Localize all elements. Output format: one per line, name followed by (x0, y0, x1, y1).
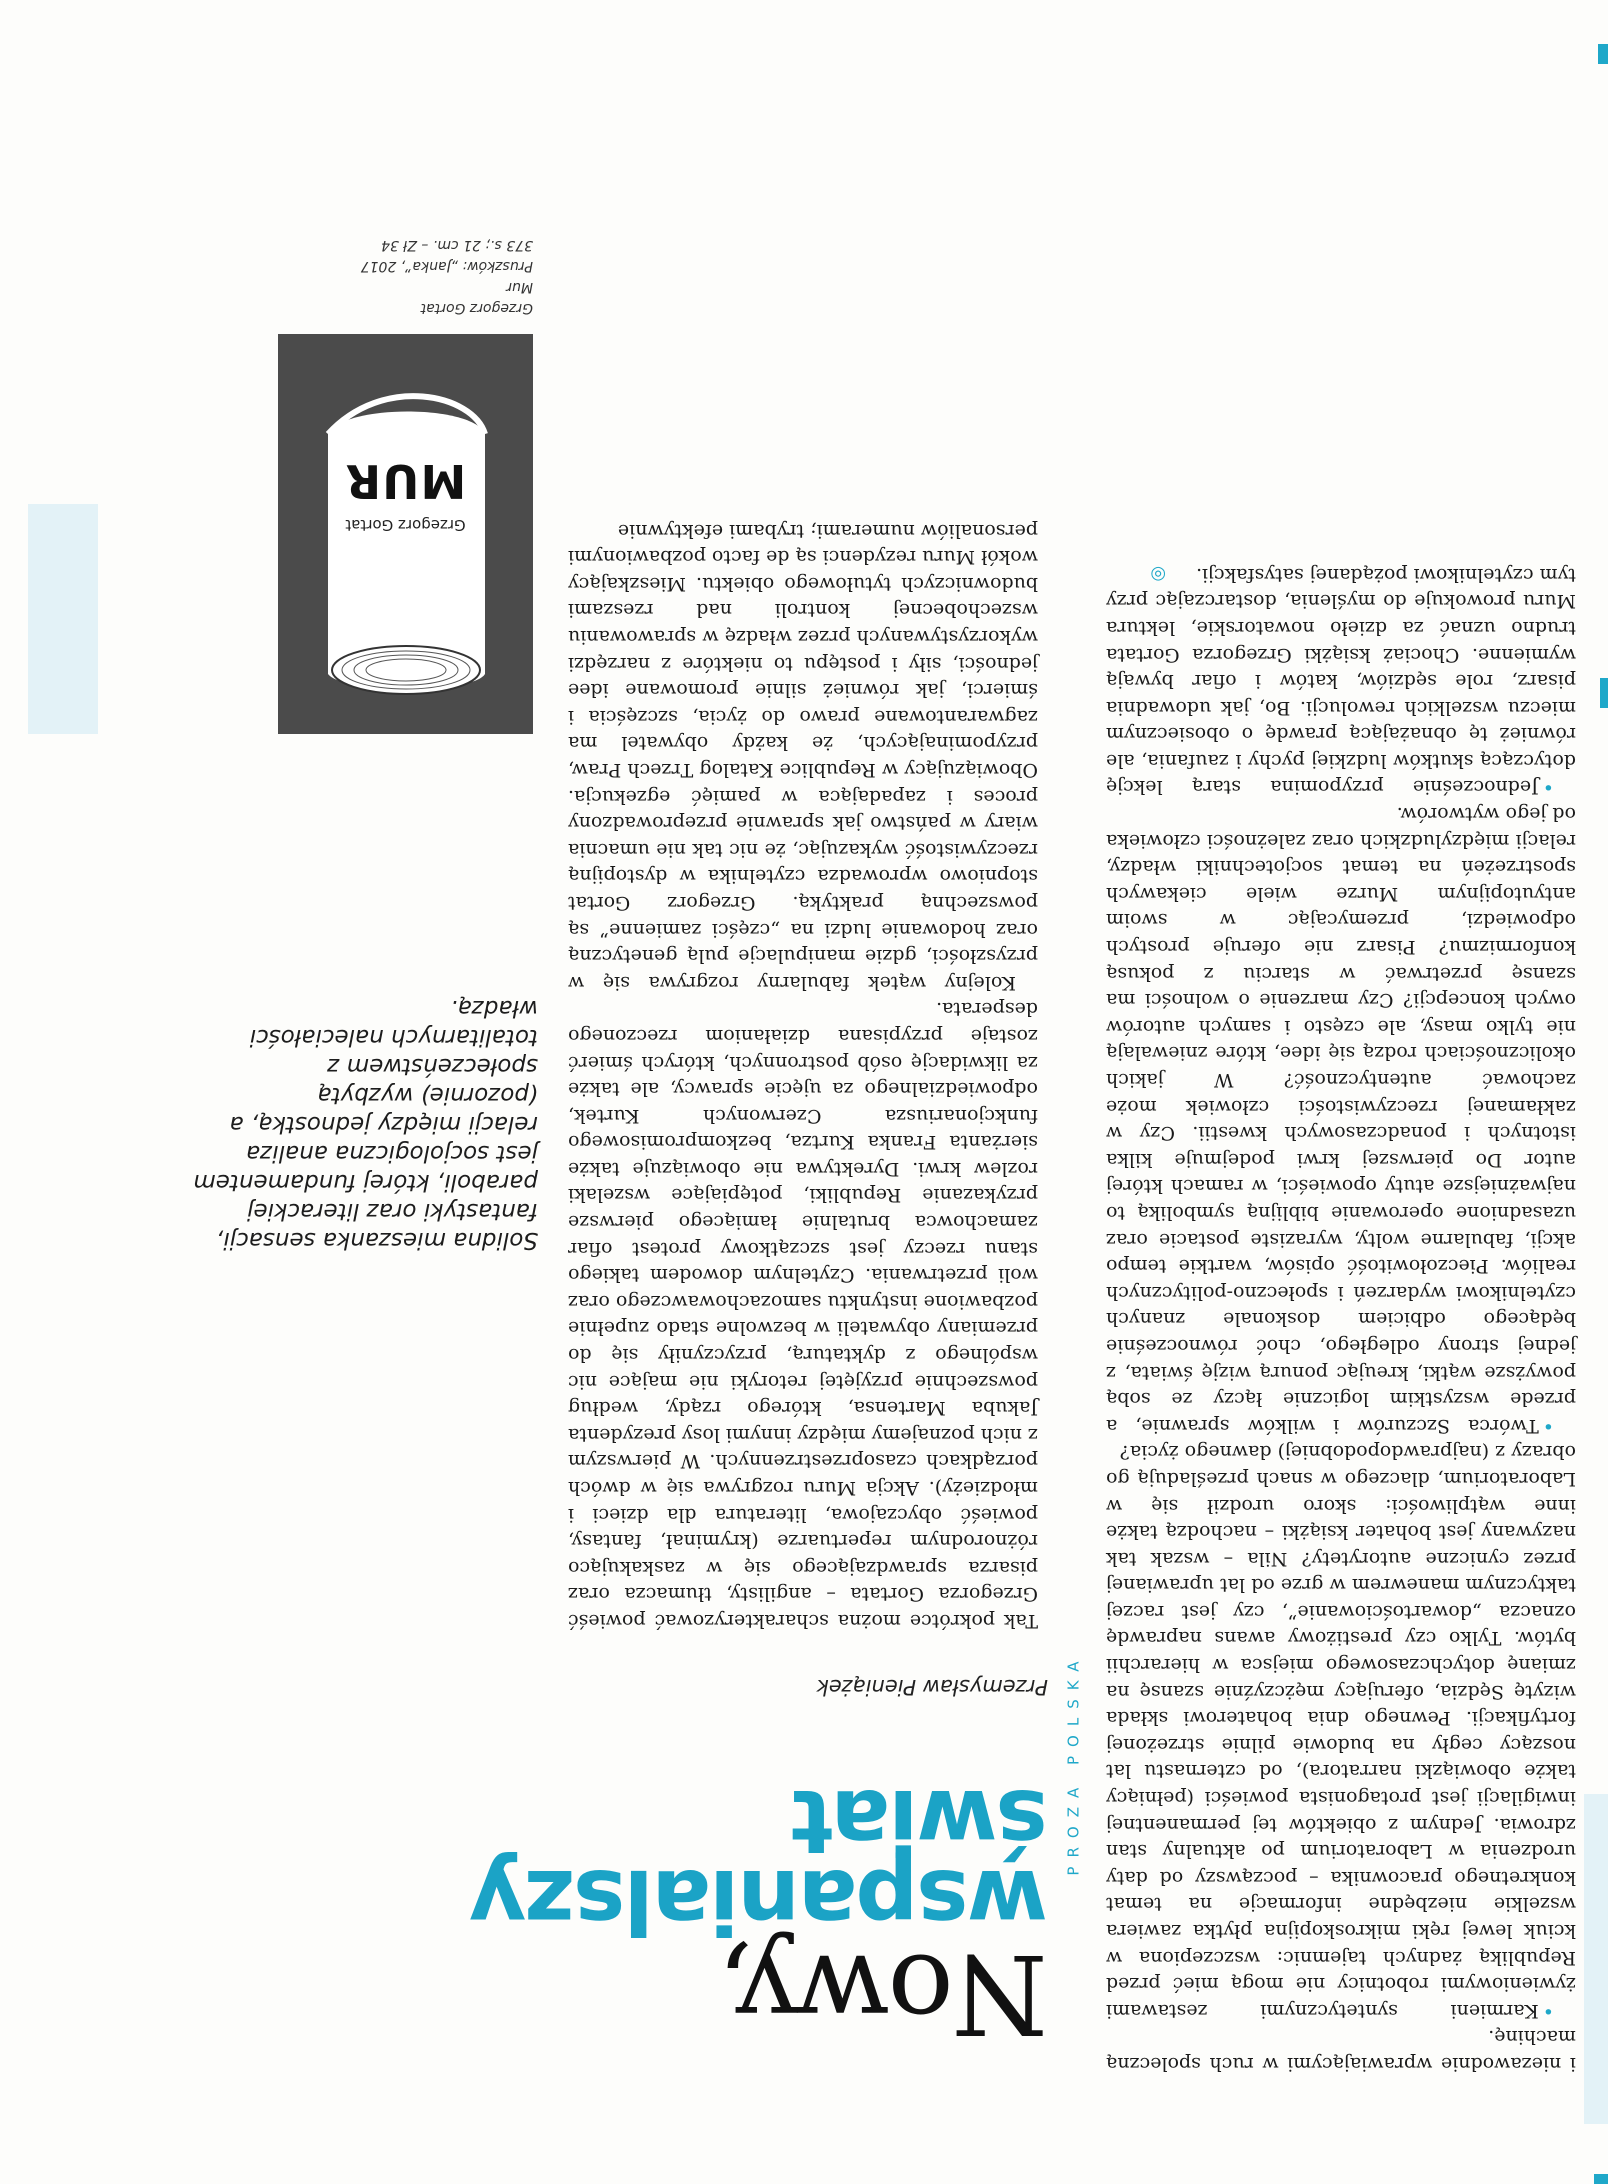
book-meta-publisher: Pruszków: „Janka”, 2017 (360, 258, 533, 274)
title-line-1: Nowy, (718, 1930, 1048, 2058)
bullet-icon: • (1542, 1414, 1554, 1437)
paragraph: Tak pokrótce można scharakteryzować powieść Grzegorza Gortata – angilisty, tłumacza oraz pisarza sprawdzającego się w zaskakująco różnorodnym repertuarze (kryminał, fantasy, powieść obyczajowa, literatura dla dzieci i młodzieży). Akcja Muru rozgrywa się w dwóch porządkach czasoprzestrzennych. W pierwszym z nich poznajemy między innymi losy prezydenta Jakuba Martensa, którego rządy, według powszechnie przyjętej retoryki nie mające nic wspólnego z dyktaturą, przyczyniły się do przemiany obywateli w bezwolne stado zupełnie pozbawione instynktu samozachowawczego oraz woli przetrwania. Czytelnym dowodem takiego stanu rzeczy jest szczątkowy protest ofiar zamachowca brutalnie łamiącego pierwsze przykazanie Republiki, potępiające wszelaki rozlew krwi. Dyrektywa nie obowiązuje także sierżanta Franka Kurtza, bezkompromisowego funkcjonariusza Czerwonych Kurtek, odpowiedzialnego za ujęcie sprawcy, ale także za likwidację osób postronnych, których śmierć zostaje przypisana działaniom rzeczonego desperata. (568, 998, 1038, 1632)
article-title (470, 1770, 1048, 2058)
paragraph (1106, 1439, 1576, 2024)
paragraph (1106, 560, 1576, 800)
text-column-right (1106, 560, 1576, 2077)
section-label (1058, 1584, 1088, 1944)
cyan-edge-bar (1594, 2174, 1608, 2184)
paragraph: i niezawodnie wprawiającymi w ruch spoleczną machinę. (1106, 2026, 1576, 2075)
article-author: Przemysław Pieniążek (816, 1675, 1048, 1699)
paragraph: Kolejny wątek fabularny rozgrywa się w przyszłości, gdzie manipulacje pulą genetyczną oraz hodowanie ludzi na „części zamienne” są powszechną praktyką. Grzegorz Gortat stopniowo wprowadza czytelnika w dystopijną rzeczywistość wykazując, że nic tak nie umacnia wiary w państwo jak sprawnie przeprowadzony proces i zapadająca w pamięć egzekucja. Obowiązujący w Republice Katalog Trzech Praw, przypominających, że każdy obywatel ma zagwarantowane prawo do życia, szczęścia i śmierci, jak również silnie promowane idee jedności, siły i postępu to niektóre z narzędzi wykorzystywanych przez władzę w sprawowaniu wszechobecnej kontroli nad rzeszami budowniczych tytułowego obiektu. Mieszkający wokół Muru rezydenci są de facto pozbawionymi personaliów numerami; trybami efektywnie (568, 519, 1038, 994)
end-of-article-icon: ◎ (1150, 563, 1167, 585)
paragraph (1106, 801, 1576, 1439)
title-line-2: wspanialszy (470, 1850, 1048, 1953)
book-metadata (243, 234, 533, 318)
paragraph-text: Twórca Szczurów i wilków sprawnie, a przede wszystkim logicznie łączy ze sobą powyższe wątki, kreując ponurą wizję świata, z jednej strony odległego, choć równocześnie będącego odbiciem doskonale znanych czytelnikowi wydarzeń i społeczno-politycznych realiów. Pieczołowitość opisów, wartkie tempo akcji, fabularne wolty, wyraziste postacie oraz uzasadnione operowanie biblijną symboliką to najważniejsze atuty opowieści, w ramach której autor Do pierwszej krwi podejmuje kilka istotnych i ponadczasowych kwestii. Czy w zakłamanej rzeczywistości człowiek może zachować autentyczność? W jakich okolicznościach rodzą się idee, które zniewalają nie tylko masy, ale często i samych autorów owych koncepcji? Czy marzenie o wolności ma szansę przetrwać w starciu z pokusą konformizmu? Pisarz nie oferuje prostych odpowiedzi, przemycając w swoim antyutopijnym Murze wiele ciekawych spostrzeżeń na temat socjotechniki władzy, relacji międzyludzkich oraz zależności człowieka od jego wytworów. (1106, 803, 1576, 1437)
bullet-icon: • (1542, 1999, 1554, 2022)
section-label-text: PROZA POLSKA (1064, 1652, 1082, 1876)
book-meta-details: 373 s.; 21 cm. – Zł 34 (381, 237, 533, 253)
book-info (243, 234, 533, 734)
book-meta-title: Mur (506, 279, 533, 295)
cyan-edge-bar (1598, 44, 1608, 64)
background-strip (28, 504, 98, 734)
cover-author: Grzegorz Gortat (345, 516, 466, 534)
background-strip (1584, 1794, 1608, 2124)
paragraph-text: Jednocześnie przypomina starą lekcję dotyczącą skutków ludzkiej pychy i zaufania, ale również tę obnażającą prawdę o obosiecznym mieczu wszelkich rewolucji. Bo, jak udowadnia pisarz, role sędziów, katów i ofiar bywają wymienne. Chociaż książki Grzegorza Gortata trudno uznać za dzieło nowatorskie, lektura Muru prowokuje do myślenia, dostarczając przy tym czytelnikowi pożądanej satysfakcji. (1106, 563, 1576, 799)
text-column-left (568, 517, 1038, 1634)
cover-title: MUR (344, 454, 467, 508)
title-line-3: świat (792, 1770, 1048, 1873)
cover-illustration (278, 334, 533, 734)
book-cover (278, 334, 533, 734)
cyan-edge-bar (1600, 678, 1608, 708)
paragraph-text: Karmieni syntetycznymi zestawami żywieniowymi robotnicy nie mogą mieć przed Republiką żadnych tajemnic: wszczepiona w kciuk lewej ręki mikroskopijna płytka zawiera wszelkie niezbędne informacje na temat konkretnego pracownika – począwszy od daty urodzenia w Laboratorium po aktualny stan zdrowia. Jednym z obiektów tej permanentnej inwigilacji jest protagonista powieści (pełniący także obowiązki narratora), od czternastu lat noszący cegły na budowie pilnie strzeżonej fortyfikacji. Pewnego dnia bohaterowi składa wizytę Sędzia, oferujący mężczyźnie szansę na zmianę dotychczasowego miejsca w hierarchii bytów. Tylko czy prestiżowy awans naprawdę oznacza „dowartościowanie”, czy jest raczej taktycznym manewrem w grze od lat uprawianej przez cyniczne autorytety? Nila – wszak tak nazywany jest bohater książki – nachodzą także inne wątpliwości: skoro urodził się w Laboratorium, dlaczego w snach prześladują go obrazy z (najprawdopodobniej) dawnego życia? (1106, 1441, 1576, 2022)
bullet-icon: • (1542, 776, 1554, 799)
book-meta-author: Grzegorz Gortat (420, 300, 533, 316)
pull-quote: Solidna mieszanka sensacji, fantastyki oraz literackiej paraboli, której fundamentem jest socjologiczna analiza relacji między jednostką, a (pozornie) wyzbytą społeczeństwem z totalitarnych naleciałości władzą. (193, 995, 538, 1253)
